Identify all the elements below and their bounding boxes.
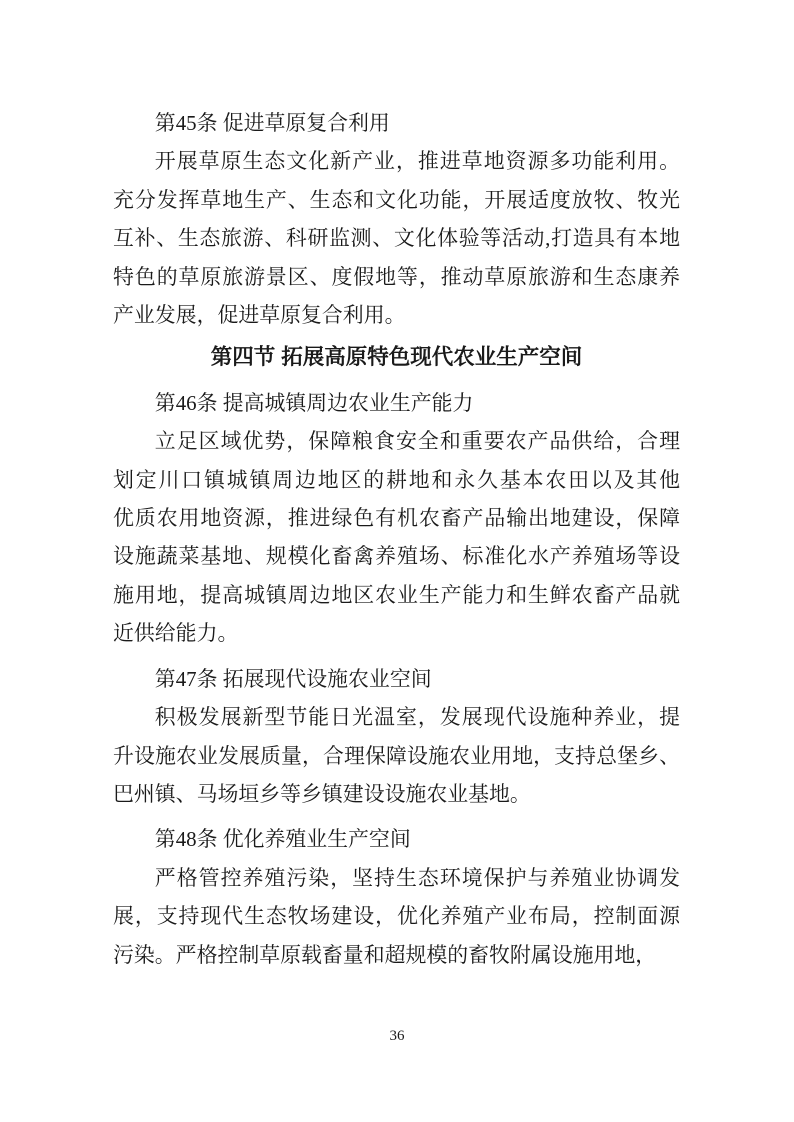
document-body	[113, 104, 680, 974]
text-line: 互补、生态旅游、科研监测、文化体验等活动,打造具有本地	[113, 226, 680, 251]
text-line: 划定川口镇城镇周边地区的耕地和永久基本农田以及其他	[113, 467, 680, 492]
text-line: 特色的草原旅游景区、度假地等，推动草原旅游和生态康养	[113, 264, 680, 289]
text-line: 充分发挥草地生产、生态和文化功能，开展适度放牧、牧光	[113, 187, 680, 212]
article-heading: 第46条 提高城镇周边农业生产能力	[154, 390, 474, 415]
body-paragraph	[113, 698, 680, 813]
text-line: 严格管控养殖污染，坚持生态环境保护与养殖业协调发	[154, 865, 680, 890]
body-paragraph	[113, 142, 680, 334]
text-line: 积极发展新型节能日光温室，发展现代设施种养业，提	[154, 705, 680, 730]
text-line: 近供给能力。	[113, 621, 239, 646]
text-line: 设施蔬菜基地、规模化畜禽养殖场、标准化水产养殖场等设	[113, 544, 680, 569]
body-paragraph	[113, 422, 680, 652]
text-line: 产业发展，促进草原复合利用。	[113, 303, 406, 328]
text-line: 优质农用地资源，推进绿色有机农畜产品输出地建设，保障	[113, 506, 680, 531]
text-line: 展，支持现代生态牧场建设，优化养殖产业布局，控制面源	[113, 904, 680, 929]
text-line: 施用地，提高城镇周边地区农业生产能力和生鲜农畜产品就	[113, 582, 680, 607]
text-line: 巴州镇、马场垣乡等乡镇建设设施农业基地。	[113, 781, 531, 806]
article-heading: 第48条 优化养殖业生产空间	[154, 827, 411, 852]
text-line: 污染。严格控制草原载畜量和超规模的畜牧附属设施用地，	[113, 942, 657, 967]
article-heading: 第47条 拓展现代设施农业空间	[154, 666, 432, 691]
text-line: 立足区域优势，保障粮食安全和重要农产品供给，合理	[154, 429, 680, 454]
text-line: 开展草原生态文化新产业，推进草地资源多功能利用。	[154, 149, 680, 174]
article-heading: 第45条 促进草原复合利用	[154, 111, 390, 135]
page-number: 36	[389, 1028, 405, 1044]
section-heading: 第四节 拓展高原特色现代农业生产空间	[210, 345, 583, 370]
body-paragraph	[113, 859, 680, 974]
text-line: 升设施农业发展质量，合理保障设施农业用地，支持总堡乡、	[113, 743, 680, 768]
